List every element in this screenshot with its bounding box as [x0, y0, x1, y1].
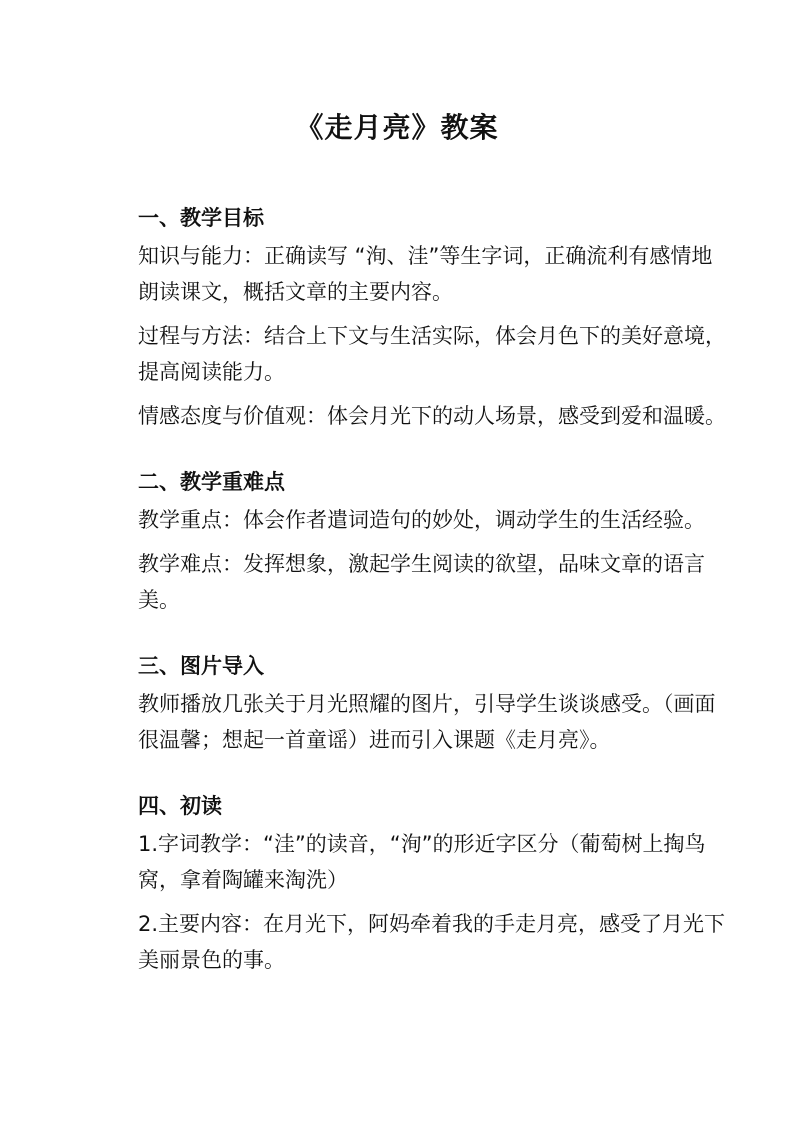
paragraph: 教学难点：发挥想象，激起学生阅读的欲望，品味文章的语言美。: [138, 552, 705, 612]
paragraph: 教师播放几张关于月光照耀的图片，引导学生谈谈感受。（画面很温馨；想起一首童谣）进而引入课题《走月亮》。: [138, 692, 716, 752]
paragraph: 教学重点：体会作者遣词造句的妙处，调动学生的生活经验。: [138, 508, 705, 532]
paragraph: 过程与方法：结合上下文与生活实际，体会月色下的美好意境，提高阅读能力。: [138, 324, 726, 384]
document-body: [138, 200, 728, 986]
section-heading: 二、教学重难点: [138, 470, 285, 494]
section-first-reading: [138, 788, 728, 978]
section-heading: 四、初读: [138, 794, 222, 818]
section-key-difficult-points: [138, 464, 728, 618]
paragraph: 知识与能力：正确读写 “洵、洼”等生字词，正确流利有感情地朗读课文，概括文章的主要内容。: [138, 244, 713, 304]
document-title: 《走月亮》教案: [295, 111, 499, 144]
section-heading: 三、图片导入: [138, 654, 264, 678]
section-teaching-goals: [138, 200, 728, 434]
section-picture-intro: [138, 648, 728, 758]
paragraph: 2.主要内容：在月光下，阿妈牵着我的手走月亮，感受了月光下美丽景色的事。: [138, 912, 726, 972]
paragraph: 1.字词教学：“洼”的读音，“洵”的形近字区分（葡萄树上掏鸟窝，拿着陶罐来淘洗）: [138, 832, 706, 892]
section-heading: 一、教学目标: [138, 206, 264, 230]
paragraph: 情感态度与价值观：体会月光下的动人场景，感受到爱和温暖。: [138, 404, 726, 428]
